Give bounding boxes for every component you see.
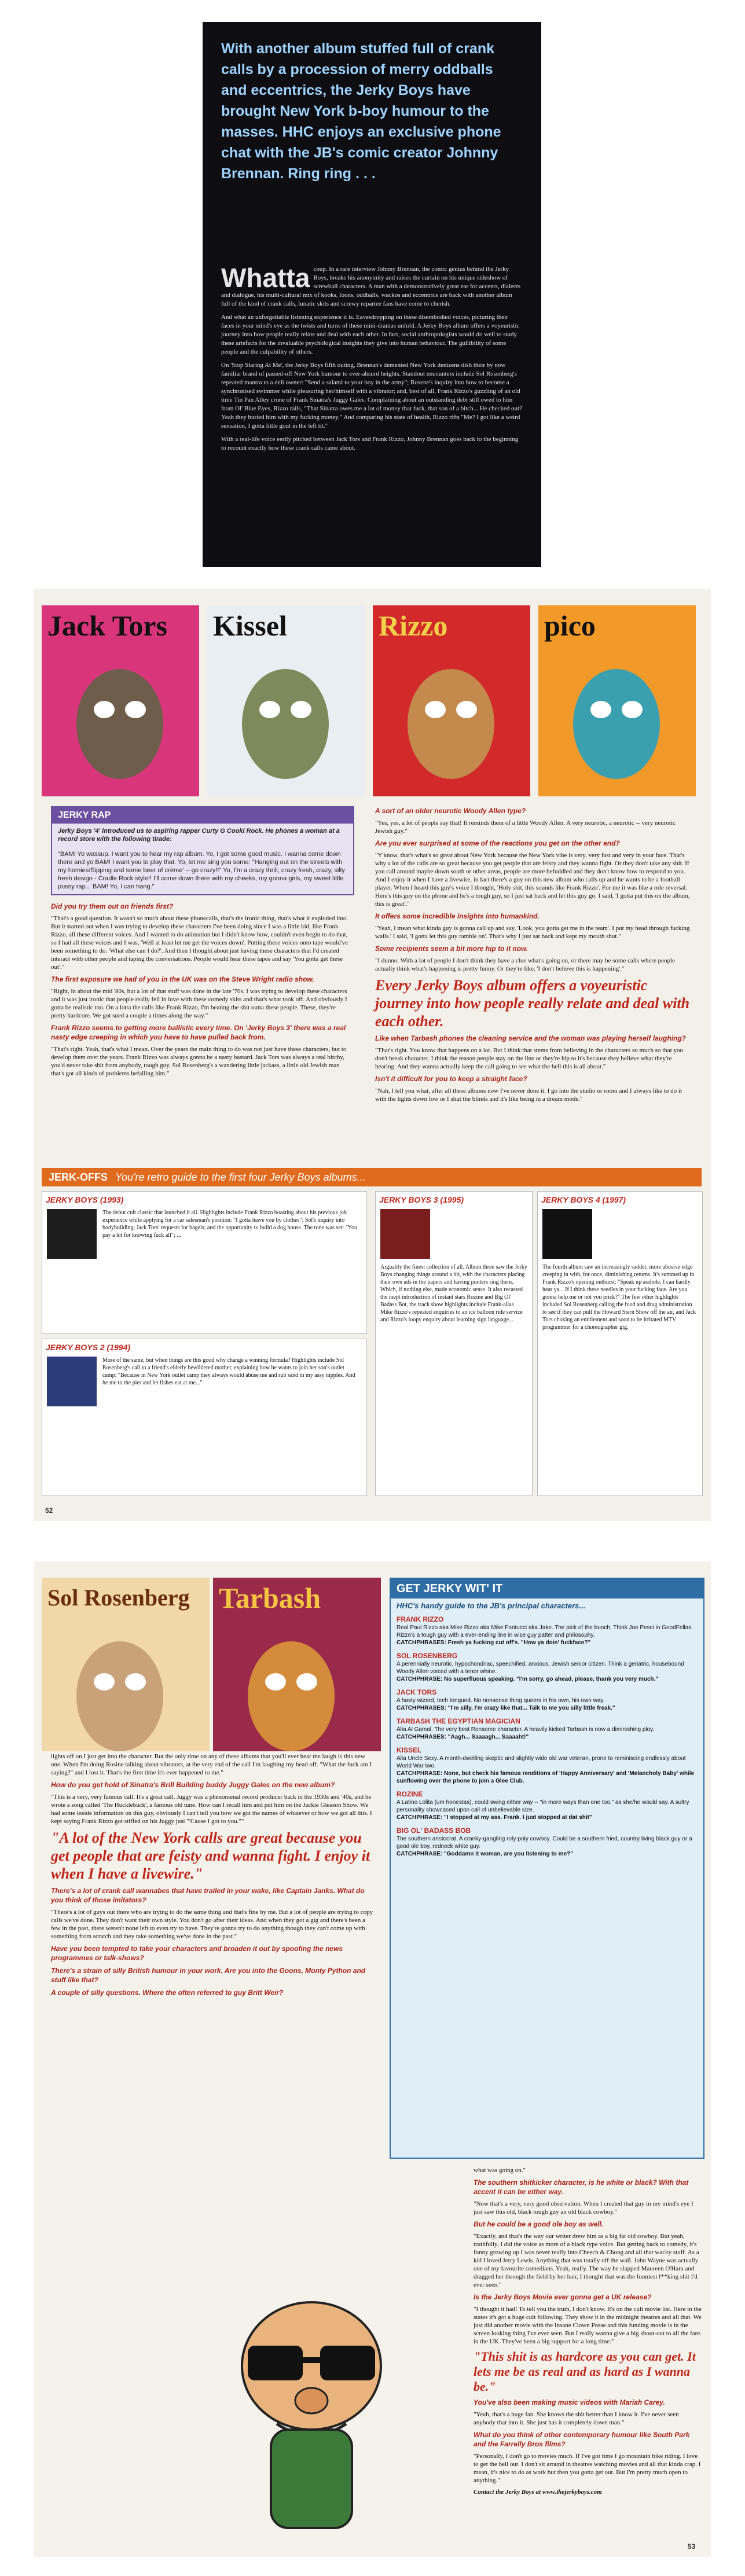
answer: "Exactly, and that's the way our writer drew him as a big fat old cowboy. But yeah, truthfully, I did the voice as more of a black type voice. But getting back to comedy, it's funny growing up I was never really into Cheech & Chong and all that wacky stuff. As a kid I loved Jerry Lewis. Anything that was totally off the wall. John Wayne was actually one of my favourite comedians. Yeah, really. The way he slapped Maureen O'Hara and dragged her through the field by her hair, I thought that was the funniest f**king shit I'd ever seen."	[474, 2233, 699, 2288]
character-illustration	[242, 669, 329, 779]
album-card-4	[537, 1191, 703, 1496]
guide-title: GET JERKY WIT' IT	[391, 1579, 703, 1598]
answer: "Yeah, that's a huge fan. She knows the shit better than I know it. I've never seen anybody that into it. She just has it completely down man."	[474, 2411, 679, 2426]
answer: "This is a very, very famous call. It's a great call. Juggy was a phenomenal record producer back in the 1930s and '40s, and he wrote a song called 'The Hucklebuck', a famous old tune. How can I recall him and put him on the Jackie Gleason Show. We had some inside information on this guy, obviously I can't tell you how we got the names of whatever or how we got all this. I kept saying Frank Rizzo got stiffed on his Juggy just "'Cause I got to you.""	[51, 1794, 372, 1825]
character-illustration	[76, 1641, 163, 1751]
bar-title: JERK-OFFS	[49, 1171, 108, 1183]
banner-jack-tors	[42, 605, 199, 796]
character-catchphrase: CATCHPHRASE: No superfluous speaking. "I'm sorry, go ahead, please, thank you very much."	[397, 1676, 659, 1682]
answer: "Yes, yes, a lot of people say that! It reminds them of a little Woody Allen. A very neurotic, a neurotic -- very neurotic Jewish guy."	[375, 820, 676, 835]
character-description: A hasty wizard, tech tongued. No nonsense thing queers in his own, his own way.	[397, 1697, 605, 1704]
question: There's a lot of crank call wannabes that have trailed in your wake, like Captain Janks. What do you think of those imitators?	[51, 1887, 365, 1904]
intro-page	[203, 22, 541, 567]
banner-label: Rizzo	[379, 609, 448, 642]
character-guide-box	[390, 1578, 704, 2159]
question: What do you think of other contemporary humour like South Park and the Farrelly Bros films?	[474, 2431, 690, 2448]
dropcap: Whatta	[221, 263, 310, 293]
album-title: JERKY BOYS 2 (1994)	[46, 1343, 131, 1352]
jerky-rap-box	[51, 806, 354, 895]
question: But he could be a good ole boy as well.	[474, 2220, 604, 2228]
answer: "That's a good question. It wasn't so much about these phonecalls, that's the ironic thing, that's what it exploded into. But it started out when I was trying to develop these characters I've been doing since I was a little kid, like Frank Rizzo, all these different voices. And I wanted to do animation but I didn't know how, couldn't even begin to do that, so I had all these voices and I was, 'Well at least let me get the voices down'. Putting these voices onto tape would've been something to do. 'What else can I do?'. And then I thought about just having these characters that I'd created interact with other people and taping the conversations. People would hear these tapes and say 'You gotta get these out'."	[51, 915, 348, 971]
intro-paragraph: With another album stuffed full of crank calls by a procession of merry oddballs and eccentrics, the Jerky Boys have brought New York b-boy humour to the masses. HHC enjoys an exclusive phone chat with the JB's comic creator Johnny Brennan. Ring ring . . .	[221, 41, 501, 182]
answer: "That's right. You know that happens on a lot. But I think that stems from believing in the characters so much so that you don't break character. I think the reason people stay on the line or they're hip to it's because they believe what they're hearing. And they wanna actually keep the call going to see what the hell this is all about."	[375, 1047, 683, 1070]
answer: "Nah, I tell you what, after all these albums now I've never done it. I go into the studio or room and I always like to do it with the lights down low or I shut the blinds and it's like being in a dream mode."	[375, 1087, 682, 1103]
character-name: SOL ROSENBERG	[397, 1652, 458, 1660]
question: Are you ever surprised at some of the reactions you get on the other end?	[375, 839, 620, 847]
answer: "Right, in about the mid '80s, but a lot of that stuff was done in the late '70s. I was trying to develop these characters and it was just ironic that people really fell in love with these comedy skits and that's what took off. And obviously I gotta be realistic too. On a lotta the calls like Frank Rizzo, I'm beating the shit outta these people. These, they're pretty hardcore. We got sued a couple a times along the way."	[51, 988, 347, 1019]
album-cover	[542, 1209, 592, 1259]
character-illustration	[76, 669, 163, 779]
question: Did you try them out on friends first?	[51, 902, 174, 910]
question: The first exposure we had of you in the UK was on the Steve Wright radio show.	[51, 975, 314, 983]
character-description: Alia Uncle Sexy. A month-dwelling skeptic and slightly wide old war veteran, prone to reminiscing endlessly about World War two.	[397, 1755, 686, 1769]
answer: "I dunno. With a lot of people I don't think they have a clue what's going on, or there may be some calls where people actually think what's happening is pretty funny. Or they're like, 'I don't believe this is happening'."	[375, 957, 675, 972]
question: A couple of silly questions. Where the often referred to guy Britt Weir?	[51, 1989, 284, 1997]
album-description: The debut cult classic that launched it all. Highlights include Frank Rizzo boasting about his previous job experience while applying for a car salesman's position: "I gotta leave you by clothes"; Sol's inquiry into bodybuilding; Jack Tors' requests for bagels; and the opportunity to build a dog house. The tone was set: "You pay a lot for knowing fuck all"; ...	[102, 1210, 358, 1239]
cartoon-character-illustration	[207, 2285, 416, 2534]
bar-subtitle: You're retro guide to the first four Jerky Boys albums...	[115, 1171, 366, 1183]
album-cover	[47, 1357, 97, 1406]
pull-quote: Every Jerky Boys album offers a voyeuristic journey into how people really relate and deal with each other.	[375, 977, 690, 1030]
answer: "I thought it had! To tell you the truth, I don't know. It's on the cult movie list. Here in the states it's got a huge cult following. They show it in the midnight theatres and all that. We just did another movie with the Insane Clown Posse and this funding movie is in the screen looking thing I've ever seen. But I really wanna give a big shout-out to all the fans in the UK. They've been a big support for a long time."	[474, 2306, 702, 2345]
banner-rizzo	[373, 605, 530, 796]
jerk-offs-bar	[42, 1168, 702, 1186]
interview-column-left	[51, 1752, 375, 2001]
character-name: FRANK RIZZO	[397, 1615, 444, 1623]
character-illustration	[408, 669, 494, 779]
character-name: JACK TORS	[397, 1688, 437, 1696]
album-description: Arguably the finest collection of all. Album three saw the Jerky Boys changing things around a bit, with the characters placing their own ads in the papers and having punters ring them. Which, if nothing else, made economic sense. It also recasted the inept introduction of instant stars Rozine and Big Ol' Badass Bot, the track show highlights include Frank-alias Mike Rizzo's repeated enquiries to an ice balloon ride service and Rizzo's loopy enquiry about learning sign language...	[380, 1264, 527, 1323]
answer: "There's a lot of guys out there who are trying to do the same thing and that's fine by me. But a lot of people are trying to copy calls we've done. They don't want their own style. You don't go after their ideas. And when they got a gig and there's been a few in the past, there weren't none left to even try to have. They're gonna try to do anything though they can't come up with something from scratch and they take something we've done in the past."	[51, 1909, 373, 1940]
answer: lights off on I just get into the character. But the only time on any of these albums that you'll ever hear me laugh is this new one. When I'm doing Rosine talking about vibrators, at the very end of the call I'm laughing my head off. "What the fuck am I saying?" and I lost it. That's the first time it's ever happened to me."	[51, 1753, 372, 1776]
banner-label: pico	[544, 609, 596, 642]
character-entry	[391, 1614, 703, 1650]
interview-column-right	[375, 806, 693, 1107]
answer: "Personally, I don't go to movies much. If I've got time I go mountain bike riding. I love to get the hell out. I don't sit around in theatres watching movies and all that kinda crap. I mean, it's nice to do as work but then you gotta get out. But I'm pretty much open to anything."	[474, 2453, 701, 2484]
banner-kissel	[207, 605, 365, 796]
album-cover	[380, 1209, 430, 1259]
album-title: JERKY BOYS (1993)	[46, 1195, 124, 1204]
question: Is the Jerky Boys Movie ever gonna get a UK release?	[474, 2293, 652, 2301]
character-catchphrase: CATCHPHRASES: Fresh ya fucking cut off's. "How ya doin' fuckface?"	[397, 1640, 591, 1646]
article-paragraph: coup. In a rare interview Johnny Brennan, the comic genius behind the Jerky Boys, breaks his anonymity and raises the curtain on his unique sideshow of screwball characters. A man with a demonstratively great ear for accents, dialects and dialogue, his multi-cultural mix of kooks, loons, oddballs, wackos and eccentrics are back with another album full of the kind of crank calls, lunatic skits and screwy repartee fans have come to cherish.	[221, 266, 520, 307]
answer: what was going on."	[474, 2167, 526, 2174]
article-paragraph: On 'Stop Staring At Me', the Jerky Boys fifth outing, Brennan's demented New York denizens dish their by now familiar brand of passed-off New York humour to ever-absurd heights. Standout encounters include Sol Rosenberg's repeated mantra to a deli owner: "Send a salami to your boy in the army"; Rosene's inquiry into how to become a synchronised swimmer while pleasuring her/himself with a vibrator; and, best of all, Frank Rizzo's guzzling of an old time Tin Pan Alley crone of Frank Sinatra's Juggy Gales. Complaining about an outstanding debt still owed to him from Ol' Blue Eyes, Rizzo rails, "That Sinatra owes me a lot of money that fuck, that son of a bitch... He checked out? Yeah they buried him with my fucking money." And comparing his state of health, Rizzo rifts "Me? I got like a weird sensation, I gotta little gout in the left tit."	[221, 362, 522, 429]
question: Like when Tarbash phones the cleaning service and the woman was playing herself laughing?	[375, 1034, 687, 1042]
character-entry	[391, 1715, 703, 1744]
album-cover	[47, 1209, 97, 1259]
answer: "Now that's a very, very good observation. When I created that guy in my mind's eye I just saw this old, black tough guy an old black cowboy."	[474, 2200, 693, 2215]
interview-page-right	[34, 1561, 711, 2557]
banner-label: Jack Tors	[47, 609, 168, 642]
question: Have you been tempted to take your characters and broaden it out by spoofing the news programmes or talk-shows?	[51, 1945, 343, 1962]
question: The southern shitkicker character, is he white or black? With that accent it can be either way.	[474, 2178, 689, 2196]
question: Some recipients seem a bit more hip to it now.	[375, 945, 529, 953]
answer: "That's right. Yeah, that's what I mean. Over the years the main thing to do was not just have these characters, but to develop them over the years. Frank Rizzo was always gonna be a nasty bastard. Jack Tors was always a real bitchy, you'd never take shit from anybody, tough guy. Sol Rosenberg's a wandering little jackass, a little old Jewish man that's got all kinds of problems befalling him."	[51, 1046, 347, 1077]
question: Isn't it difficult for you to keep a straight face?	[375, 1075, 527, 1083]
character-entry	[391, 1788, 703, 1825]
banner-pico	[538, 605, 696, 796]
character-description: A perennially neurotic, hypochondriac, speechified, anxious, Jewish senior citizen. Think a geriatric, housebound Woody Allen voiced with a tenor whine.	[397, 1661, 684, 1675]
answer: "Yeah, I mean what kinda guy is gonna call up and say, 'Look, you gotta get me in the team'. I put my head through fucking walls.' I said, 'I gotta let this guy ramble on'. That's why I just sat back and kept my mouth shut."	[375, 925, 690, 940]
character-description: Alia Al Gamal. The very best Ronsome character. A heavily kicked Tarbash is now a diminishing ploy.	[397, 1726, 655, 1733]
article-paragraph: And what an unforgettable listening experience it is. Eavesdropping on these disembodied voices, picturing their faces in your mind's eye as the twists and turns of these mini-dramas unfold. A Jerky Boys album offers a voyeuristic journey into how people really relate and deal with each other. In fact, social anthropologists would do well to study these artefacts for the invaluable psychological insights they give into human behaviour. The gullibility of some people and the culpability of others.	[221, 314, 520, 355]
box-lead: Jerky Boys '4' introduced us to aspiring rapper Curty G Cooki Rock. He phones a woman at a record store with the following tirade:	[58, 828, 340, 843]
interview-page-left	[34, 589, 711, 1521]
banner-label: Tarbash	[219, 1582, 321, 1614]
article-body	[221, 265, 522, 457]
question: How do you get hold of Sinatra's Brill Building buddy Juggy Gales on the new album?	[51, 1781, 335, 1789]
page-number: 52	[45, 1506, 53, 1515]
question: Frank Rizzo seems to getting more ballistic every time. On 'Jerky Boys 3' there was a real nasty edge creeping in which you have to have pulled back from.	[51, 1024, 346, 1041]
album-card-2	[42, 1339, 367, 1496]
album-title: JERKY BOYS 4 (1997)	[541, 1195, 626, 1204]
character-catchphrase: CATCHPHRASES: "I'm silly, I'm crazy like that... Talk to me you silly little freak."	[397, 1705, 615, 1711]
character-catchphrase: CATCHPHRASE: None, but check his famous renditions of 'Happy Anniversary' and 'Melancholy Baby' while sunflowing over the phone to join a Glee Club.	[397, 1770, 695, 1784]
album-description: The fourth album saw an increasingly sadder, more abusive edge creeping in with, for once, diminishing returns. It's summed up in Frank Rizzo's opening outburst: "Speak up asshole, I can hardly hear ya... If I think these needles in your fucking face. Are you gonna help me or not you prick?" The few other highlights included Sol Rosenberg calling the food and drug administration to see if they can pull the Howard Stern Show off the air, and Jack Tors choking an entitlement and soon to be irritated MTV programmer for a choreographer gig.	[542, 1264, 696, 1331]
album-title: JERKY BOYS 3 (1995)	[379, 1195, 464, 1204]
character-catchphrase: CATCHPHRASE: "I stopped at my ass. Frank. I just stopped at dat shit"	[397, 1814, 592, 1821]
guide-subtitle: HHC's handy guide to the JB's principal characters...	[397, 1601, 586, 1610]
banner-tarbash	[213, 1578, 381, 1751]
album-card-1	[42, 1191, 367, 1334]
character-illustration	[248, 1641, 335, 1751]
question: A sort of an older neurotic Woody Allen type?	[375, 807, 526, 815]
pull-quote: "A lot of the New York calls are great because you get people that are feisty and wanna fight. I enjoy it when I have a livewire."	[51, 1829, 370, 1882]
box-body: "BAM! Yo wassup. I want you to hear my rap album. Yo, I got some good music. I wanna come down there and yo BAM! I want you to play that. Yo, let me sing you some: "Hanging out on the streets with my homies/Sipping and some beer of crème' -- go crazy!!" Yo, I'm a crazy thrill, crazy fresh, crazy, silly fresh design - Cradle Rock style!! I'll come down there with my cheeks, my gonna girls, my sweet little pussy rap... BAM! Yo, I can hang."	[58, 851, 345, 890]
article-paragraph: With a real-life voice eerily pitched between Jack Tors and Frank Rizzo, Johnny Brennan goes back to the beginning to recount exactly how these crank calls came about.	[221, 436, 519, 451]
question: There's a strain of silly British humour in your work. Are you into the Goons, Monty Python and stuff like that?	[51, 1967, 366, 1984]
character-name: KISSEL	[397, 1746, 422, 1754]
character-catchphrase: CATCHPHRASES: "Aagh... Saaaagh... Saaaaht!"	[397, 1734, 529, 1740]
album-card-3	[375, 1191, 533, 1496]
interview-column-right	[474, 2166, 702, 2500]
character-catchphrase: CATCHPHRASE: "Goddamn it woman, are you listening to me?"	[397, 1851, 573, 1857]
page-number: 53	[688, 2542, 696, 2551]
banner-sol-rosenberg	[42, 1578, 210, 1751]
answer: "Y'know, that's what's so great about New York because the New York vibe is very, very fast and very in your face. That's why a lot of the calls are so great because you get people that are feisty and they wanna fight. Or they don't take any shit. If you call around maybe down south or other areas, people are more befuddled and they don't know how to respond to you. And I enjoy it when I have a livewire, in fact there's a guy on this new album who calls up and he wants to be a football player. When I heard this guy's voice I thought, 'Holy shit, this sounds like Frank Rizzo'. For me it was like a role reversal. Here's this guy on the phone and he's a tough guy, so I just sat back and let this guy go. I said, 'I gotta put this on the album, this is great'."	[375, 852, 690, 907]
character-name: ROZINE	[397, 1790, 423, 1798]
character-description: Real Paul Rizzo aka Mike Rizzo aka Mike Fontucci aka Jake. The pick of the bunch. Think Joe Pesci in GoodFellas. Rizzo's a tough guy with a ever-ending line in wise guy patter and philosophy.	[397, 1625, 693, 1638]
contact-line: Contact the Jerky Boys at www.thejerkyboys.com	[474, 2489, 602, 2496]
character-name: TARBASH THE EGYPTIAN MAGICIAN	[397, 1717, 520, 1725]
interview-column-left	[51, 902, 352, 1081]
banner-label: Sol Rosenberg	[47, 1585, 190, 1611]
character-description: The southern aristocrat. A cranky-gangling roly-poly cowboy. Could be a southern fried, country living black guy or a good ole boy, redneck white guy.	[397, 1836, 692, 1850]
question: It offers some incredible insights into humankind.	[375, 912, 540, 920]
banner-label: Kissel	[213, 609, 287, 642]
pull-quote: "This shit is as hardcore as you can get. It lets me be as real and as hard as I wanna be."	[474, 2349, 696, 2394]
character-entry	[391, 1686, 703, 1715]
album-description: More of the same, but when things are this good why change a winning formula? Highlights include Sol Rosenberg's call to a friend's elderly bewildered mother, explaining how he wants to join her son's outlet camp: "Because in New York outlet camp they always would abuse me and rub sand in my assy nipples. And he me to the pier and let fishes eat at me..."	[102, 1357, 355, 1386]
character-entry	[391, 1825, 703, 1861]
character-entry	[391, 1650, 703, 1686]
question: You've also been making music videos with Mariah Carey.	[474, 2398, 665, 2406]
character-illustration	[573, 669, 660, 779]
character-description: A Latino Lolita (um honestas), could swing either way -- "in more ways than one too," as she/he would say. A sultry personality showcased upon call of unbelievable size.	[397, 1799, 689, 1813]
box-title: JERKY RAP	[52, 807, 353, 824]
character-entry	[391, 1744, 703, 1788]
character-name: BIG OL' BADASS BOB	[397, 1827, 471, 1835]
